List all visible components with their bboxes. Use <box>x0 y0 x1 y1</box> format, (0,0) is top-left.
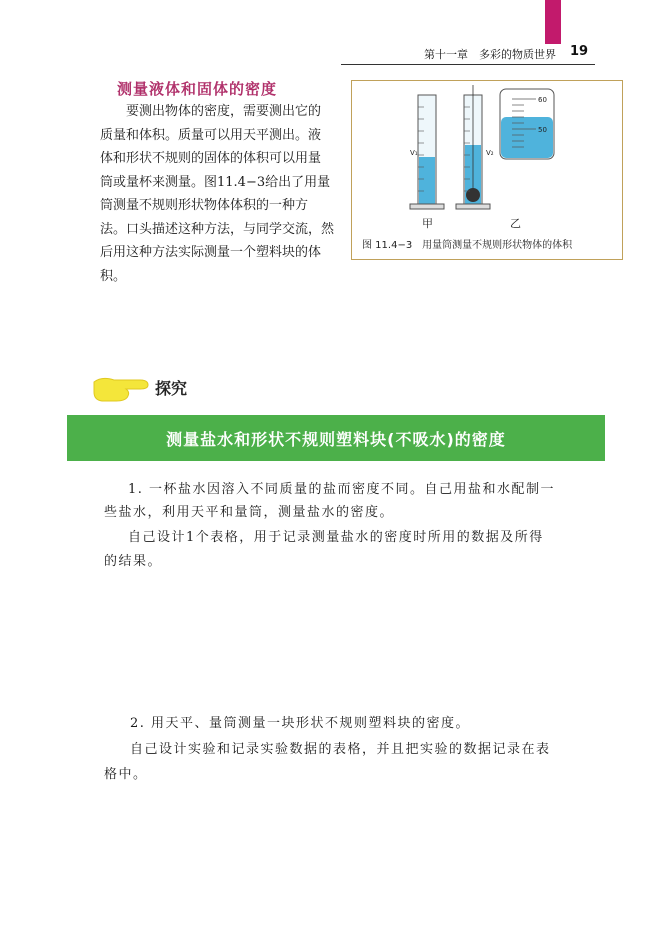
paragraph-line: 后用这种方法实际测量一个塑料块的体 <box>100 245 322 260</box>
paragraph-line: 体和形状不规则的固体的体积可以用量 <box>100 151 322 166</box>
item1-sub-line: 的结果。 <box>104 554 163 569</box>
chapter-tab-marker <box>545 0 561 44</box>
tick-50: 50 <box>538 126 547 134</box>
pointing-hand-icon <box>92 374 152 404</box>
graduated-cylinders-illustration <box>352 81 622 259</box>
item2-line: 2. 用天平、量筒测量一块形状不规则塑料块的密度。 <box>130 716 471 731</box>
inquiry-banner <box>67 415 605 461</box>
section-title: 测量液体和固体的密度 <box>117 80 278 98</box>
tick-60: 60 <box>538 96 547 104</box>
header-rule <box>341 64 595 65</box>
label-v1: V₁ <box>410 149 418 157</box>
paragraph-line: 筒或量杯来测量。图11.4−3给出了用量 <box>100 174 331 190</box>
label-jia: 甲 <box>422 217 433 230</box>
paragraph-line: 法。口头描述这种方法，与同学交流，然 <box>100 221 335 237</box>
page-number: 19 <box>570 44 589 59</box>
item2-sub-line: 格中。 <box>104 767 148 782</box>
section-paragraph <box>100 100 338 288</box>
explore-title: 探究 <box>155 379 188 398</box>
banner-title: 测量盐水和形状不规则塑料块(不吸水)的密度 <box>166 430 506 449</box>
paragraph-line: 积。 <box>100 268 127 284</box>
paragraph-line: 要测出物体的密度，需要测出它的 <box>126 104 322 119</box>
chapter-title: 第十一章 多彩的物质世界 <box>424 48 556 61</box>
figure-frame <box>351 80 623 260</box>
paragraph-line: 筒测量不规则形状物体体积的一种方 <box>100 198 309 213</box>
label-v2: V₂ <box>486 149 494 157</box>
item1-line: 些盐水，利用天平和量筒，测量盐水的密度。 <box>104 505 395 520</box>
item1-line: 1. 一杯盐水因溶入不同质量的盐而密度不同。自己用盐和水配制一 <box>128 482 556 497</box>
magnified-scale <box>500 89 554 159</box>
label-yi: 乙 <box>510 217 521 230</box>
figure-caption: 图 11.4−3 用量筒测量不规则形状物体的体积 <box>362 240 573 251</box>
item1-sub-line: 自己设计1个表格，用于记录测量盐水的密度时所用的数据及所得 <box>128 530 544 545</box>
cylinder-jia <box>410 95 444 209</box>
cylinder-yi <box>456 85 494 209</box>
item2-sub-line: 自己设计实验和记录实验数据的表格，并且把实验的数据记录在表 <box>130 742 551 757</box>
paragraph-line: 质量和体积。质量可以用天平测出。液 <box>100 127 322 143</box>
